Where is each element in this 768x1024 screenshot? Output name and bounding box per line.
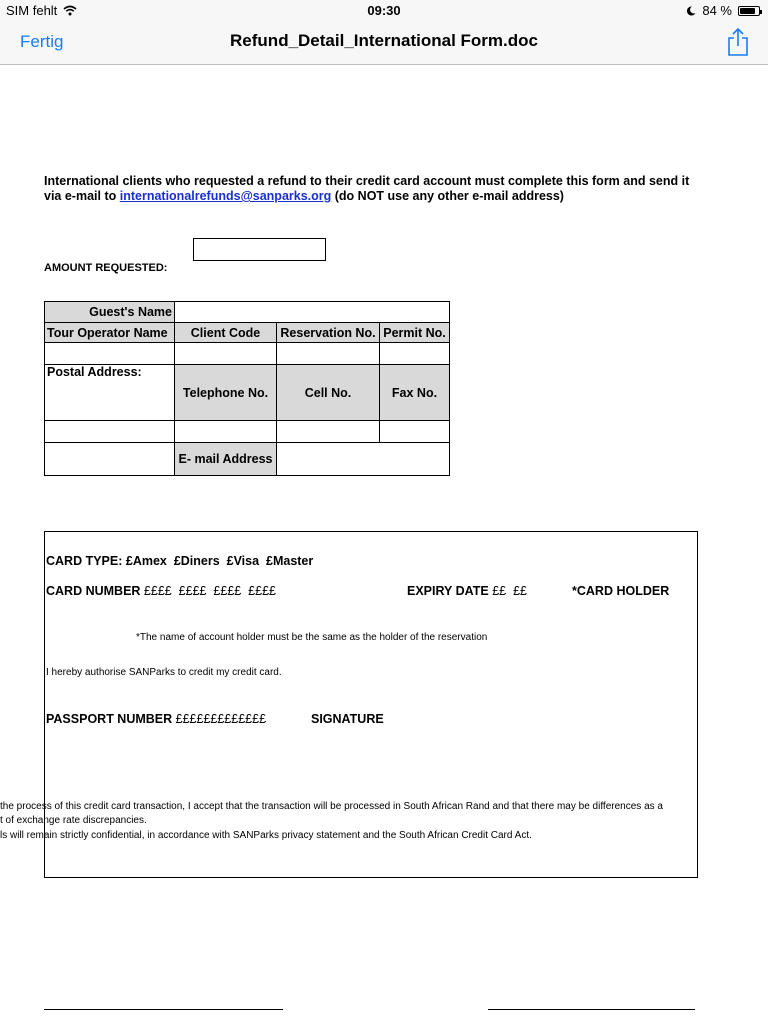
telephone-header: Telephone No. xyxy=(175,365,277,421)
postal-address-cell-2[interactable] xyxy=(45,443,175,476)
guest-name-cell[interactable] xyxy=(175,302,450,323)
holder-note: *The name of account holder must be the same as the holder of the reservation xyxy=(136,632,488,643)
expiry-date-boxes[interactable]: ££ ££ xyxy=(492,584,527,598)
share-icon[interactable] xyxy=(726,27,750,57)
document-title: Refund_Detail_International Form.doc xyxy=(230,31,538,50)
battery-icon xyxy=(738,6,760,16)
card-number-row: CARD NUMBER ££££ ££££ ££££ ££££ xyxy=(46,584,276,598)
disclaimer-line-1: the process of this credit card transaction, I accept that the transaction will be processed in South African Rand and that there may be differences as a xyxy=(0,801,663,812)
permit-no-header: Permit No. xyxy=(380,323,450,343)
carrier-label: SIM fehlt xyxy=(6,3,58,18)
expiry-date-row: EXPIRY DATE ££ ££ xyxy=(407,584,527,598)
disclaimer-line-2: t of exchange rate discrepancies. xyxy=(0,815,147,826)
email-address-cell[interactable] xyxy=(277,443,450,476)
tour-operator-header: Tour Operator Name xyxy=(45,323,175,343)
navigation-bar xyxy=(0,20,768,65)
card-type-row: CARD TYPE: £Amex £Diners £Visa £Master xyxy=(46,554,314,568)
client-code-header: Client Code xyxy=(175,323,277,343)
cell-no-header: Cell No. xyxy=(277,365,380,421)
done-button[interactable]: Fertig xyxy=(20,32,64,51)
reservation-no-cell[interactable] xyxy=(277,343,380,365)
guest-details-table xyxy=(44,301,450,476)
signature-line-right xyxy=(488,1009,695,1010)
telephone-cell[interactable] xyxy=(175,421,277,443)
email-address-header: E- mail Address xyxy=(175,443,277,476)
guest-name-header: Guest's Name xyxy=(45,302,175,323)
signature-label: SIGNATURE xyxy=(311,712,384,726)
clock: 09:30 xyxy=(367,3,401,18)
moon-icon xyxy=(686,6,696,16)
reservation-no-header: Reservation No. xyxy=(277,323,380,343)
card-type-options[interactable]: £Amex £Diners £Visa £Master xyxy=(125,554,314,568)
cell-no-cell[interactable] xyxy=(277,421,380,443)
tour-operator-cell[interactable] xyxy=(45,343,175,365)
battery-percent: 84 % xyxy=(702,3,732,18)
card-number-boxes[interactable]: ££££ ££££ ££££ ££££ xyxy=(143,584,276,598)
postal-address-label: Postal Address: xyxy=(45,365,175,421)
document-page xyxy=(0,65,768,1024)
intro-line-1: International clients who requested a refund to their credit card account must complete this form and send it xyxy=(44,174,690,188)
card-holder-label: *CARD HOLDER xyxy=(572,584,670,598)
fax-no-cell[interactable] xyxy=(380,421,450,443)
intro-line-2: via e-mail to internationalrefunds@sanparks.org (do NOT use any other e-mail address) xyxy=(44,189,564,203)
signature-line-left xyxy=(44,1009,283,1010)
status-bar xyxy=(0,0,768,20)
amount-input-box[interactable] xyxy=(193,238,326,261)
email-link[interactable]: internationalrefunds@sanparks.org xyxy=(119,189,332,203)
client-code-cell[interactable] xyxy=(175,343,277,365)
postal-address-cell[interactable] xyxy=(45,421,175,443)
passport-number-boxes[interactable]: £££££££££££££ xyxy=(175,712,267,726)
authorise-text: I hereby authorise SANParks to credit my credit card. xyxy=(46,667,282,678)
intro-text xyxy=(44,174,744,204)
amount-requested-label: AMOUNT REQUESTED: xyxy=(44,262,168,274)
permit-no-cell[interactable] xyxy=(380,343,450,365)
fax-no-header: Fax No. xyxy=(380,365,450,421)
passport-row: PASSPORT NUMBER £££££££££££££ xyxy=(46,712,267,726)
disclaimer-line-3: ls will remain strictly confidential, in accordance with SANParks privacy statement and the South African Credit Card Act. xyxy=(0,830,532,841)
